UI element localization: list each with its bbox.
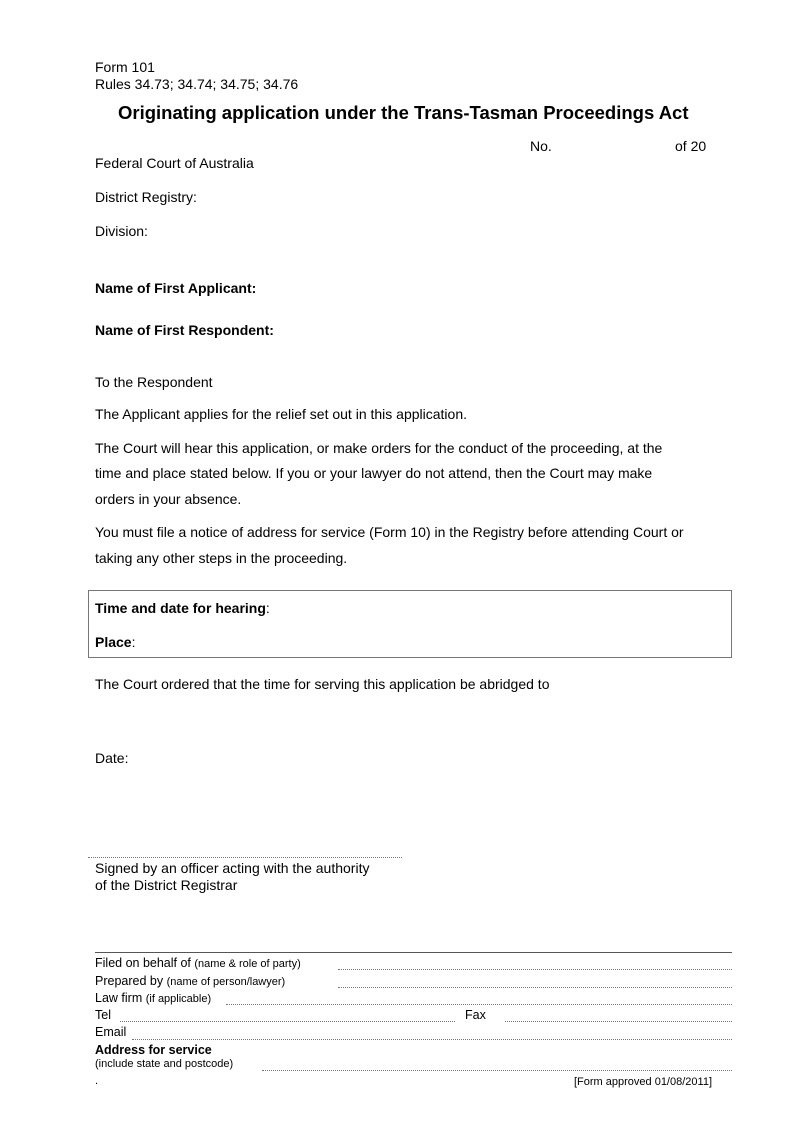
form-number: Form 101 [95, 59, 155, 75]
law-firm-label: Law firm [95, 991, 143, 1005]
form-approved-note: [Form approved 01/08/2011] [574, 1076, 712, 1088]
relief-paragraph: The Applicant applies for the relief set out in this application. [95, 406, 467, 422]
hearing-paragraph-line-2: time and place stated below. If you or your lawyer do not attend, then the Court may make [95, 465, 653, 481]
filed-on-behalf-hint: (name & role of party) [194, 958, 301, 970]
signature-caption-line-2: of the District Registrar [95, 877, 238, 893]
first-respondent-label: Name of First Respondent: [95, 322, 274, 338]
date-label: Date: [95, 750, 129, 766]
hearing-place-field[interactable] [95, 634, 135, 650]
district-registry-label: District Registry: [95, 189, 197, 205]
prepared-by-hint: (name of person/lawyer) [166, 976, 286, 988]
prepared-by-label: Prepared by [95, 974, 164, 988]
court-name: Federal Court of Australia [95, 155, 254, 171]
footer-dot: . [95, 1075, 99, 1087]
first-applicant-label: Name of First Applicant: [95, 280, 257, 296]
address-for-service-field[interactable] [262, 1070, 732, 1071]
tel-label: Tel [95, 1008, 111, 1022]
case-number-label: No. [530, 138, 552, 154]
law-firm-label-group [95, 991, 211, 1005]
prepared-by-label-group [95, 974, 285, 988]
law-firm-field[interactable] [226, 1004, 732, 1005]
email-label: Email [95, 1025, 127, 1039]
filed-on-behalf-label-group [95, 956, 301, 970]
law-firm-hint: (if applicable) [145, 993, 212, 1005]
email-field[interactable] [132, 1039, 732, 1040]
fax-label: Fax [465, 1008, 486, 1022]
addressee: To the Respondent [95, 374, 213, 390]
service-paragraph-line-1: You must file a notice of address for service (Form 10) in the Registry before attending Court or [95, 524, 684, 540]
hearing-paragraph-line-3: orders in your absence. [95, 491, 242, 507]
hearing-place-colon: : [131, 634, 136, 650]
hearing-place-label: Place [95, 634, 132, 650]
abridgement-text: The Court ordered that the time for serving this application be abridged to [95, 676, 550, 692]
signature-caption-line-1: Signed by an officer acting with the authority [95, 860, 370, 876]
tel-field[interactable] [120, 1021, 455, 1022]
signature-line[interactable] [88, 857, 402, 858]
form-rules: Rules 34.73; 34.74; 34.75; 34.76 [95, 76, 299, 92]
fax-field[interactable] [505, 1021, 732, 1022]
form-title: Originating application under the Trans-Tasman Proceedings Act [118, 102, 689, 123]
footer-top-rule [95, 952, 732, 953]
hearing-time-field[interactable] [95, 600, 270, 616]
address-for-service-label: Address for service [95, 1043, 212, 1057]
hearing-time-label: Time and date for hearing [95, 600, 266, 616]
address-for-service-hint: (include state and postcode) [95, 1058, 234, 1070]
case-year-label: of 20 [675, 138, 707, 154]
prepared-by-field[interactable] [338, 987, 732, 988]
hearing-time-colon: : [265, 600, 270, 616]
division-label: Division: [95, 223, 148, 239]
filed-on-behalf-field[interactable] [338, 969, 732, 970]
hearing-paragraph-line-1: The Court will hear this application, or make orders for the conduct of the proceeding, at the [95, 440, 663, 456]
filed-on-behalf-label: Filed on behalf of [95, 956, 191, 970]
service-paragraph-line-2: taking any other steps in the proceeding. [95, 550, 348, 566]
